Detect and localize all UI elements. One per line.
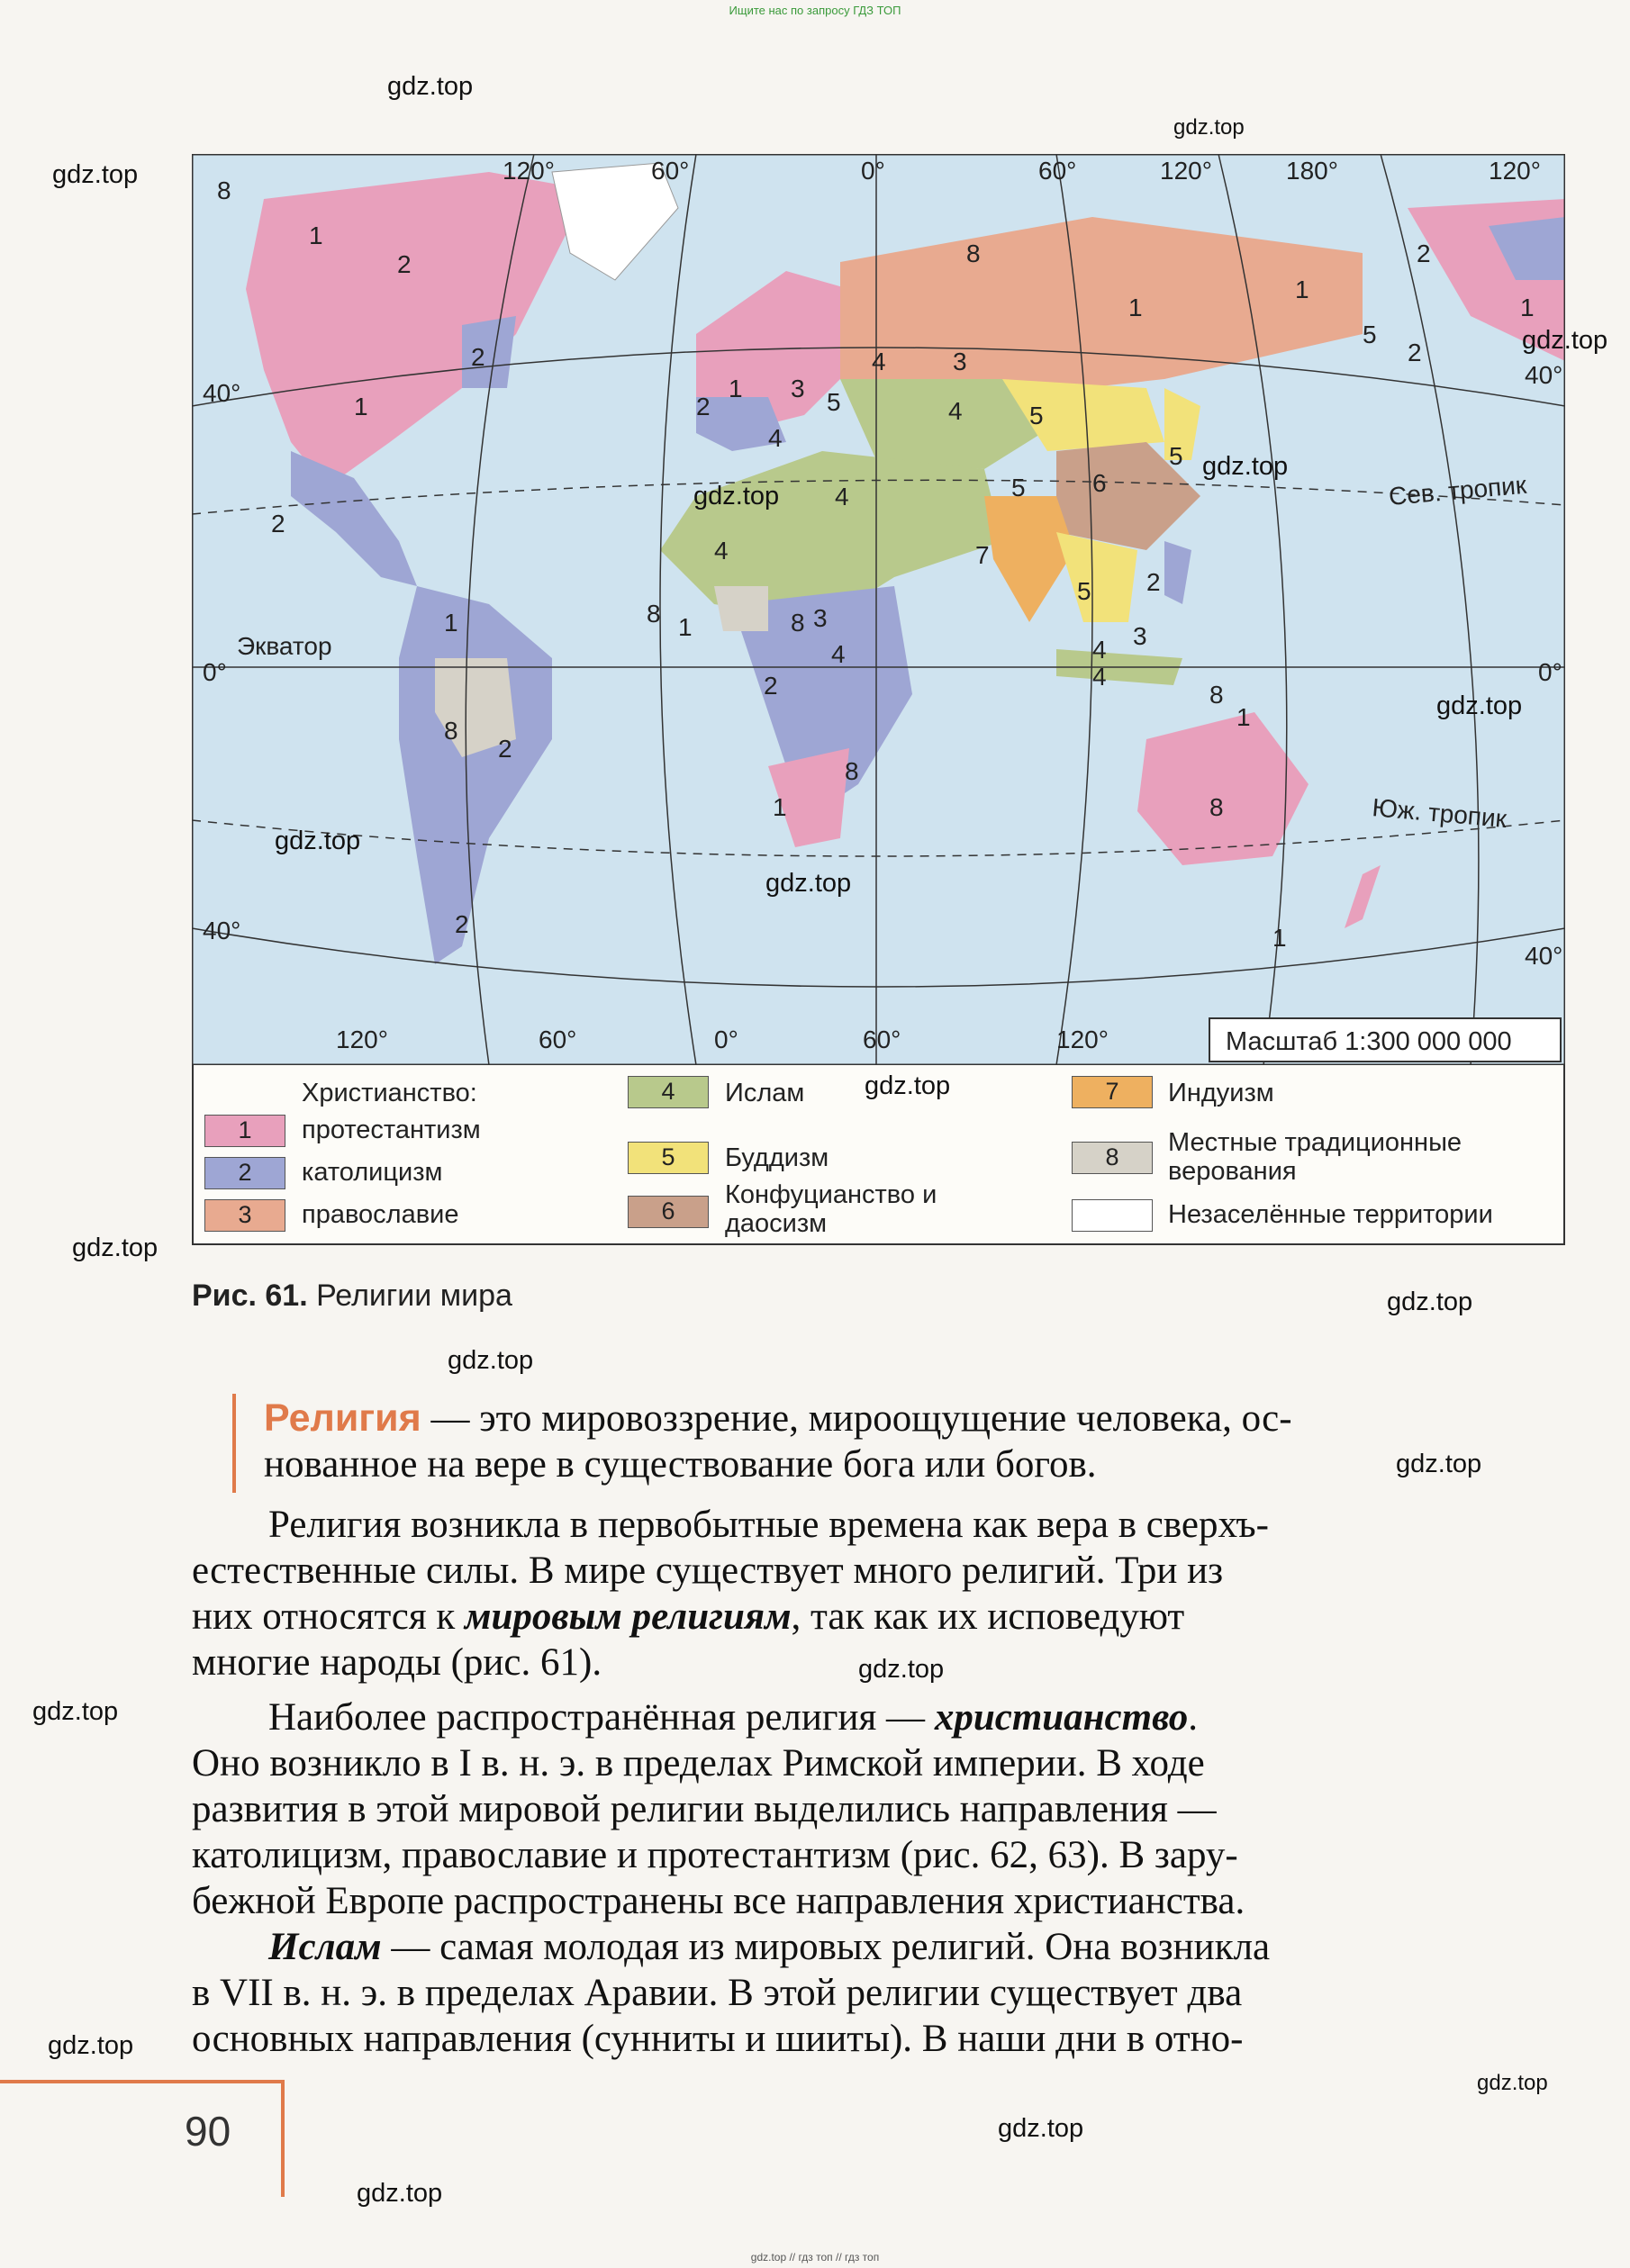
legend-christianity-header: Христианство: (302, 1079, 477, 1107)
watermark: gdz.top (357, 2179, 443, 2208)
region-number: 1 (1520, 294, 1535, 321)
region-number: 1 (1236, 703, 1251, 731)
meridian-label: 180° (1286, 157, 1338, 185)
region-number: 7 (975, 541, 990, 569)
region-number: 8 (1209, 681, 1224, 709)
region-number: 1 (729, 375, 743, 402)
region-number: 2 (471, 343, 485, 371)
legend-swatch-uninhabited (1072, 1199, 1153, 1232)
region-number: 1 (1272, 924, 1287, 952)
watermark: gdz.top (1173, 115, 1245, 140)
text-line: Оно возникло в I в. н. э. в пределах Римской империи. В ходе (192, 1742, 1205, 1785)
watermark: gdz.top (52, 160, 139, 189)
legend-label-confucianism: Конфуцианство и даосизм (725, 1180, 937, 1238)
latitude-label: 40° (203, 379, 241, 407)
definition-block (264, 1396, 1570, 1487)
region-number: 5 (1169, 442, 1183, 470)
legend-swatch-buddhism: 5 (628, 1142, 709, 1174)
watermark: gdz.top (448, 1346, 534, 1375)
legend-label-islam: Ислам (725, 1079, 805, 1107)
definition-text: нованное на вере в существование бога или богов. (264, 1443, 1097, 1486)
canada-east (462, 316, 516, 388)
text-line: основных направления (сунниты и шииты). В наши дни в отно- (192, 2018, 1244, 2060)
text-line: Ислам — самая молодая из мировых религий. Она возникла (268, 1926, 1271, 1968)
legend-label-hinduism: Индуизм (1168, 1079, 1274, 1107)
legend-swatch-protestantism: 1 (204, 1115, 285, 1147)
watermark: gdz.top (693, 482, 780, 511)
region-number: 3 (1133, 622, 1147, 650)
watermark: gdz.top (1387, 1288, 1473, 1316)
figure-caption (192, 1279, 512, 1314)
definition-term: Религия (264, 1396, 421, 1440)
region-number: 2 (1146, 568, 1161, 596)
region-number: 5 (1363, 321, 1377, 348)
region-number: 6 (1092, 469, 1107, 497)
region-number: 1 (1128, 294, 1143, 321)
latitude-label: 40° (203, 917, 241, 944)
meridian-label: 60° (651, 157, 690, 185)
legend-label-uninhabited: Незаселённые территории (1168, 1200, 1493, 1229)
region-number: 2 (271, 510, 285, 538)
region-number: 4 (1092, 663, 1107, 691)
figure-title: Религии мира (316, 1279, 512, 1313)
region-number: 4 (714, 537, 729, 565)
region-number: 3 (791, 375, 805, 402)
region-number: 2 (498, 735, 512, 763)
figure-number: Рис. 61. (192, 1279, 308, 1313)
region-number: 4 (1092, 636, 1107, 664)
page-number: 90 (185, 2108, 231, 2155)
page-corner-rule (281, 2080, 285, 2197)
region-number: 2 (1408, 339, 1422, 366)
legend-swatch-confucianism: 6 (628, 1196, 709, 1228)
legend-swatch-islam: 4 (628, 1076, 709, 1108)
watermark: gdz.top (387, 72, 474, 101)
region-number: 1 (309, 221, 323, 249)
south-tropic-label: Юж. тропик (1371, 793, 1508, 834)
equator-label: Экватор (237, 632, 332, 660)
emphasis-christianity: христианство (934, 1696, 1189, 1739)
region-number: 8 (444, 717, 458, 745)
latitude-label: 40° (1525, 361, 1563, 389)
latitude-label: 40° (1525, 942, 1563, 970)
watermark: gdz.top (1202, 452, 1289, 481)
watermark: gdz.top (858, 1655, 945, 1684)
region-number: 4 (872, 348, 886, 375)
legend-label-catholicism: католицизм (302, 1158, 443, 1187)
meridian-label: 60° (539, 1026, 577, 1053)
region-number: 8 (845, 757, 859, 785)
latitude-label: 0° (1538, 658, 1562, 686)
legend-swatch-catholicism: 2 (204, 1157, 285, 1189)
region-number: 5 (1029, 402, 1044, 429)
legend-swatch-traditional: 8 (1072, 1142, 1153, 1174)
region-number: 5 (1077, 577, 1091, 605)
meridian-label: 120° (1489, 157, 1541, 185)
region-number: 3 (953, 348, 967, 375)
region-number: 8 (217, 176, 231, 204)
region-number: 8 (791, 609, 805, 637)
region-number: 2 (1417, 239, 1431, 267)
meridian-label: 120° (503, 157, 555, 185)
meridian-label: 0° (861, 157, 885, 185)
legend-swatch-orthodoxy: 3 (204, 1199, 285, 1232)
definition-text: — это мировоззрение, мироощущение человека, ос- (421, 1397, 1292, 1440)
region-number: 4 (831, 640, 846, 668)
meridian-label: 0° (714, 1026, 738, 1053)
text-line: бежной Европе распространены все направления христианства. (192, 1880, 1245, 1922)
watermark: gdz.top (998, 2114, 1084, 2143)
legend-label-buddhism: Буддизм (725, 1143, 829, 1172)
west-africa-traditional (714, 586, 768, 631)
region-number: 1 (444, 609, 458, 637)
region-number: 2 (696, 393, 711, 420)
region-number: 4 (948, 397, 963, 425)
region-number: 1 (1295, 276, 1309, 303)
world-religions-map (192, 154, 1565, 1065)
watermark: gdz.top (1522, 326, 1608, 355)
text-line: католицизм, православие и протестантизм (рис. 62, 63). В зару- (192, 1834, 1238, 1876)
watermark: gdz.top (765, 869, 852, 898)
legend-label-protestantism: протестантизм (302, 1116, 481, 1144)
meridian-label: 120° (1056, 1026, 1109, 1053)
region-number: 4 (768, 424, 783, 452)
region-number: 1 (773, 793, 787, 821)
text-line: многие народы (рис. 61). (192, 1641, 602, 1684)
region-number: 5 (1011, 474, 1026, 501)
text-line: Религия возникла в первобытные времена как вера в сверхъ- (268, 1504, 1269, 1546)
main-text (192, 1502, 1570, 2062)
emphasis-islam: Ислам (268, 1926, 382, 1968)
watermark: gdz.top (865, 1071, 951, 1100)
region-number: 3 (813, 604, 828, 632)
text-line: естественные силы. В мире существует много религий. Три из (192, 1550, 1224, 1592)
watermark: gdz.top (72, 1233, 158, 1262)
region-number: 2 (397, 250, 412, 278)
region-number: 8 (966, 239, 981, 267)
meridian-label: 120° (1160, 157, 1212, 185)
emphasis-world-religions: мировым религиям (465, 1595, 792, 1638)
region-number: 2 (764, 672, 778, 700)
meridian-label: 60° (1038, 157, 1077, 185)
region-number: 8 (647, 600, 661, 628)
watermark: gdz.top (1396, 1450, 1482, 1478)
legend-label-traditional: Местные традиционные верования (1168, 1128, 1462, 1186)
watermark: gdz.top (1436, 691, 1523, 720)
legend-label-orthodoxy: православие (302, 1200, 459, 1229)
region-number: 1 (678, 613, 693, 641)
latitude-label: 0° (203, 658, 227, 686)
watermark: gdz.top (1477, 2071, 1548, 2095)
watermark: gdz.top (275, 827, 361, 855)
definition-bar (232, 1394, 236, 1493)
region-number: 5 (827, 388, 841, 416)
region-number: 2 (455, 910, 469, 938)
text-line: в VII в. н. э. в пределах Аравии. В этой религии существует два (192, 1972, 1243, 2014)
region-number: 8 (1209, 793, 1224, 821)
meridian-label: 60° (863, 1026, 901, 1053)
page-corner-rule (0, 2080, 285, 2083)
region-number: 1 (354, 393, 368, 420)
watermark: gdz.top (32, 1697, 119, 1726)
bottom-note: gdz.top // гдз топ // гдз топ (750, 2251, 880, 2263)
top-note: Ищите нас по запросу ГДЗ ТОП (729, 4, 901, 17)
watermark: gdz.top (48, 2031, 134, 2060)
north-tropic-label: Сев. тропик (1387, 470, 1528, 511)
region-number: 4 (835, 483, 849, 511)
scale-label: Масштаб 1:300 000 000 (1226, 1027, 1512, 1056)
legend-swatch-hinduism: 7 (1072, 1076, 1153, 1108)
meridian-label: 120° (336, 1026, 388, 1053)
text-line: них относятся к мировым религиям, так как их исповедуют (192, 1595, 1185, 1638)
text-line: развития в этой мировой религии выделились направления — (192, 1788, 1217, 1830)
text-line: Наиболее распространённая религия — христианство. (268, 1696, 1198, 1739)
